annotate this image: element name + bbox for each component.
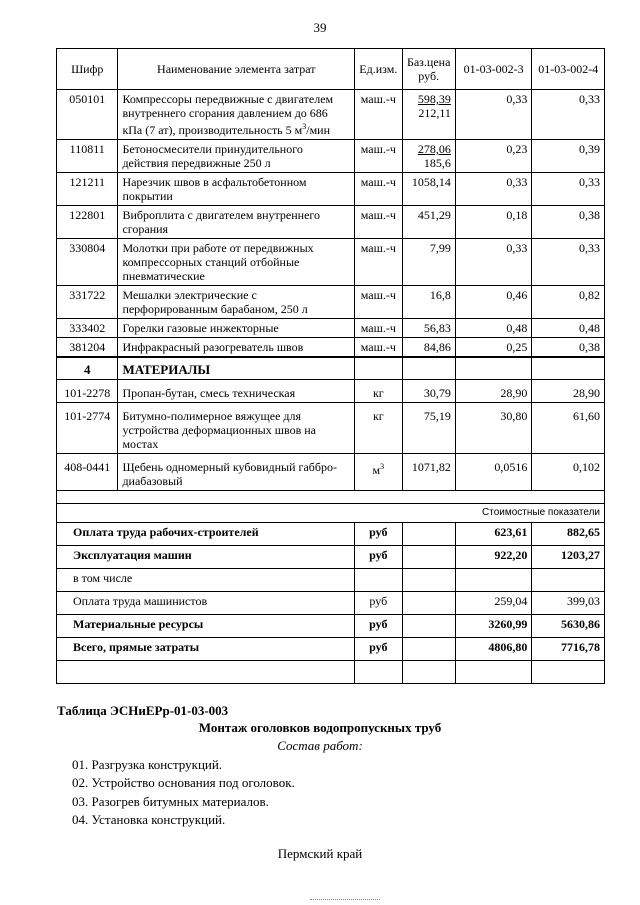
row-value-col1: 0,46 <box>455 286 532 319</box>
row-price-secondary: 212,11 <box>418 106 451 120</box>
work-item: 02. Устройство основания под оголовок. <box>72 775 295 791</box>
bottom-spacer-cell <box>57 661 355 684</box>
row-price-value: 1058,14 <box>411 175 451 189</box>
row-name-text: Бетоносмесители принудительного действия передвижные 250 л <box>122 142 303 170</box>
row-unit: маш.-ч <box>355 173 402 206</box>
summary-row <box>57 546 605 569</box>
section-name: МАТЕРИАЛЫ <box>118 357 355 380</box>
summary-col1: 922,20 <box>455 546 532 569</box>
row-value-col1: 0,0516 <box>455 454 532 491</box>
row-unit-text: кг <box>372 386 384 400</box>
machine-row <box>57 140 605 173</box>
row-unit: маш.-ч <box>355 206 402 239</box>
summary-col2: 7716,78 <box>532 638 605 661</box>
section-code: 4 <box>57 357 118 380</box>
summary-label: в том числе <box>57 569 355 592</box>
row-value-col1: 0,33 <box>455 90 532 140</box>
section-row <box>57 357 605 380</box>
row-name-text: Нарезчик швов в асфальтобетонном покрытии <box>122 175 307 203</box>
work-item: 04. Установка конструкций. <box>72 811 226 827</box>
row-name-text: Горелки газовые инжекторные <box>122 321 279 335</box>
machine-row <box>57 206 605 239</box>
summary-unit: руб <box>355 592 402 615</box>
cost-note-row <box>57 504 605 523</box>
spacer-cell <box>57 491 605 504</box>
row-price-value: 16,8 <box>429 288 451 302</box>
row-unit <box>355 403 402 454</box>
summary-price <box>402 638 455 661</box>
summary-col1 <box>455 569 532 592</box>
summary-unit: руб <box>355 638 402 661</box>
summary-price <box>402 569 455 592</box>
header-code: Шифр <box>57 49 118 90</box>
row-value-col1: 0,48 <box>455 319 532 338</box>
row-value-col2: 0,39 <box>532 140 605 173</box>
header-col1: 01-03-002-3 <box>455 49 532 90</box>
next-table-title: Таблица ЭСНиЕРр-01-03-003 <box>57 703 229 718</box>
row-unit: маш.-ч <box>355 338 402 358</box>
row-price <box>402 286 455 319</box>
summary-col1: 259,04 <box>455 592 532 615</box>
row-name <box>118 206 355 239</box>
page-number: 39 <box>313 20 327 35</box>
material-row <box>57 403 605 454</box>
row-unit-text: кг <box>372 409 384 423</box>
row-value-col2: 0,48 <box>532 319 605 338</box>
summary-col2: 5630,86 <box>532 615 605 638</box>
row-value-col2: 61,60 <box>532 403 605 454</box>
row-name-text: Виброплита с двигателем внутреннего сгорания <box>122 208 321 236</box>
row-name <box>118 173 355 206</box>
table-header-row <box>57 49 605 90</box>
row-unit-text: м <box>372 463 381 477</box>
row-code: 381204 <box>57 338 118 358</box>
row-name-tail: /мин <box>306 123 331 137</box>
summary-unit: руб <box>355 523 402 546</box>
summary-row <box>57 638 605 661</box>
machine-row <box>57 239 605 286</box>
summary-unit: руб <box>355 615 402 638</box>
summary-label: Оплата труда рабочих-строителей <box>57 523 355 546</box>
row-name <box>118 338 355 358</box>
row-value-col1: 28,90 <box>455 380 532 403</box>
row-unit: маш.-ч <box>355 239 402 286</box>
row-price-value: 56,83 <box>423 321 451 335</box>
summary-label: Всего, прямые затраты <box>57 638 355 661</box>
row-unit: маш.-ч <box>355 140 402 173</box>
row-name: Пропан-бутан, смесь техническая <box>118 380 355 403</box>
work-item: 01. Разгрузка конструкций. <box>72 757 223 772</box>
summary-unit <box>355 569 402 592</box>
row-unit-sup: 3 <box>380 462 385 471</box>
section-col2 <box>532 357 605 380</box>
row-code: 408-0441 <box>57 454 118 491</box>
row-price-value: 278,06 <box>417 142 451 156</box>
summary-price <box>402 592 455 615</box>
section-col1 <box>455 357 532 380</box>
row-value-col1: 30,80 <box>455 403 532 454</box>
row-code: 050101 <box>57 90 118 140</box>
bottom-dotted-line <box>310 899 380 901</box>
machine-row <box>57 286 605 319</box>
bottom-spacer-price <box>402 661 455 684</box>
machine-row <box>57 338 605 358</box>
resource-table <box>56 48 605 684</box>
summary-price <box>402 523 455 546</box>
summary-col1: 3260,99 <box>455 615 532 638</box>
row-price <box>402 206 455 239</box>
row-price <box>402 319 455 338</box>
row-name-text: Инфракрасный разогреватель швов <box>122 340 304 354</box>
summary-row <box>57 523 605 546</box>
spacer-row <box>57 491 605 504</box>
row-price <box>402 239 455 286</box>
row-name: Битумно-полимерное вяжущее для устройства деформационных швов на мостах <box>118 403 355 454</box>
summary-label: Оплата труда машинистов <box>57 592 355 615</box>
row-name: Щебень одномерный кубовидный габбро-диабазовый <box>118 454 355 491</box>
row-name-text: Молотки при работе от передвижных компрессорных станций отбойные пневматические <box>122 241 314 283</box>
works-list <box>72 756 295 829</box>
row-price: 1071,82 <box>402 454 455 491</box>
row-value-col1: 0,25 <box>455 338 532 358</box>
row-name <box>118 239 355 286</box>
row-value-col2: 0,38 <box>532 338 605 358</box>
header-name: Наименование элемента затрат <box>118 49 355 90</box>
next-table-subtitle: Монтаж оголовков водопропускных труб <box>198 720 442 735</box>
bottom-spacer-col1 <box>455 661 532 684</box>
material-row <box>57 380 605 403</box>
row-value-col2: 0,38 <box>532 206 605 239</box>
row-code: 101-2278 <box>57 380 118 403</box>
summary-label: Эксплуатация машин <box>57 546 355 569</box>
machine-row <box>57 319 605 338</box>
row-value-col1: 0,18 <box>455 206 532 239</box>
header-price: Баз.цена руб. <box>402 49 455 90</box>
row-price <box>402 173 455 206</box>
machine-row <box>57 173 605 206</box>
row-code: 333402 <box>57 319 118 338</box>
row-value-col1: 0,33 <box>455 239 532 286</box>
summary-col2: 1203,27 <box>532 546 605 569</box>
summary-unit: руб <box>355 546 402 569</box>
row-code: 121211 <box>57 173 118 206</box>
row-price <box>402 90 455 140</box>
row-price-value: 84,86 <box>423 340 451 354</box>
row-code: 122801 <box>57 206 118 239</box>
row-name-sup: 3 <box>302 122 307 131</box>
row-name <box>118 286 355 319</box>
bottom-spacer-unit <box>355 661 402 684</box>
cost-note: Стоимостные показатели <box>57 504 605 523</box>
section-price <box>402 357 455 380</box>
row-name-text: Компрессоры передвижные с двигателем внутреннего сгорания давлением до 686 кПа (7 ат), производительность 5 м <box>122 92 334 137</box>
row-price-value: 598,39 <box>417 92 451 106</box>
page-footer: Пермский край <box>277 846 363 861</box>
summary-col2: 399,03 <box>532 592 605 615</box>
row-value-col2: 0,102 <box>532 454 605 491</box>
row-price <box>402 338 455 358</box>
row-value-col2: 0,33 <box>532 239 605 286</box>
summary-row <box>57 569 605 592</box>
summary-col2: 882,65 <box>532 523 605 546</box>
row-price: 75,19 <box>402 403 455 454</box>
summary-row <box>57 615 605 638</box>
bottom-spacer-col2 <box>532 661 605 684</box>
row-code: 110811 <box>57 140 118 173</box>
row-value-col2: 0,82 <box>532 286 605 319</box>
row-name-text: Мешалки электрические с перфорированным барабаном, 250 л <box>122 288 308 316</box>
header-col2: 01-03-002-4 <box>532 49 605 90</box>
row-name <box>118 140 355 173</box>
row-code: 331722 <box>57 286 118 319</box>
row-price <box>402 140 455 173</box>
row-price: 30,79 <box>402 380 455 403</box>
summary-col1: 623,61 <box>455 523 532 546</box>
row-unit <box>355 454 402 491</box>
row-name <box>118 319 355 338</box>
header-unit: Ед.изм. <box>355 49 402 90</box>
work-item: 03. Разогрев битумных материалов. <box>72 793 269 809</box>
material-row <box>57 454 605 491</box>
row-price-value: 7,99 <box>429 241 451 255</box>
bottom-spacer-row <box>57 661 605 684</box>
section-unit <box>355 357 402 380</box>
row-price-secondary: 185,6 <box>423 156 451 170</box>
machine-row <box>57 90 605 140</box>
summary-col2 <box>532 569 605 592</box>
row-value-col2: 28,90 <box>532 380 605 403</box>
summary-label: Материальные ресурсы <box>57 615 355 638</box>
row-value-col2: 0,33 <box>532 173 605 206</box>
row-name <box>118 90 355 140</box>
row-unit: маш.-ч <box>355 319 402 338</box>
summary-price <box>402 546 455 569</box>
row-value-col2: 0,33 <box>532 90 605 140</box>
summary-col1: 4806,80 <box>455 638 532 661</box>
row-value-col1: 0,23 <box>455 140 532 173</box>
row-unit: маш.-ч <box>355 286 402 319</box>
row-unit: маш.-ч <box>355 90 402 140</box>
summary-price <box>402 615 455 638</box>
summary-row <box>57 592 605 615</box>
row-code: 330804 <box>57 239 118 286</box>
row-code: 101-2774 <box>57 403 118 454</box>
row-price-value: 451,29 <box>417 208 451 222</box>
row-unit <box>355 380 402 403</box>
composition-label: Состав работ: <box>277 738 363 753</box>
row-value-col1: 0,33 <box>455 173 532 206</box>
